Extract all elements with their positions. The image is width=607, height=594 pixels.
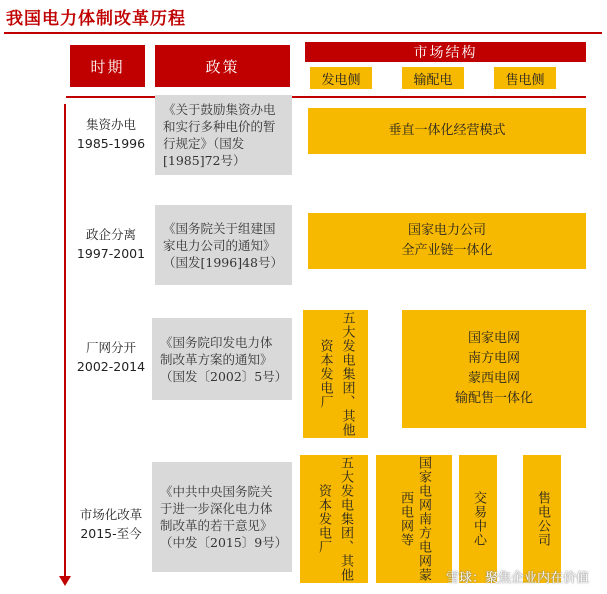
period-1 — [70, 115, 152, 153]
title-divider — [4, 32, 602, 34]
policy-4: 《中共中央国务院关于进一步深化电力体制改革的若干意见》（中发〔2015〕9号） — [152, 462, 292, 572]
grid-companies-box — [402, 310, 586, 428]
grid-text: 蒙西电网 — [467, 371, 520, 386]
period-3 — [70, 338, 152, 376]
period-name: 集资办电 — [85, 117, 136, 132]
timeline-axis — [64, 104, 66, 580]
header-policy: 政策 — [155, 45, 290, 87]
policy-3: 《国务院印发电力体制改革方案的通知》（国发〔2002〕5号） — [152, 318, 292, 400]
trading-center-box — [459, 455, 497, 583]
trading-center-text: 交易中心 — [471, 491, 486, 547]
policy-2: 《国务院关于组建国家电力公司的通知》（国发[1996]48号） — [155, 205, 292, 285]
market-text: 国家电力公司 — [407, 223, 486, 238]
market-text: 全产业链一体化 — [401, 243, 493, 258]
retail-company-box — [523, 455, 561, 583]
period-name: 政企分离 — [85, 227, 136, 242]
page-title: 我国电力体制改革历程 — [6, 9, 186, 29]
period-years: 1997-2001 — [76, 246, 146, 261]
period-name: 厂网分开 — [85, 340, 136, 355]
period-years: 1985-1996 — [76, 136, 146, 151]
watermark: 雪球：聚焦企业内在价值 — [445, 571, 589, 586]
timeline-arrow-icon — [59, 576, 71, 586]
grid-text: 输配售一体化 — [454, 391, 533, 406]
header-period: 时期 — [70, 45, 145, 87]
period-4 — [70, 505, 152, 543]
grid-text: 国家电网 — [467, 331, 520, 346]
generation-text-vertical: 五大发电集团、其他资本发电厂 — [316, 456, 353, 582]
header-divider — [66, 96, 586, 98]
header-market-structure: 市场结构 — [305, 42, 586, 62]
generation-text-vertical: 五大发电集团、其他资本发电厂 — [317, 311, 355, 437]
period-2 — [70, 225, 152, 263]
market-vertical-integration — [308, 108, 586, 154]
retail-company-text: 售电公司 — [535, 491, 550, 547]
header-retail-side: 售电侧 — [494, 67, 556, 89]
period-name: 市场化改革 — [79, 507, 143, 522]
policy-1: 《关于鼓励集资办电和实行多种电价的暂行规定》（国发[1985]72号） — [155, 95, 292, 175]
grid-text-vertical: 国家电网南方电网蒙西电网等 — [398, 456, 431, 582]
period-years: 2002-2014 — [76, 359, 146, 374]
generation-groups-box-2015 — [300, 455, 368, 583]
period-years: 2015-至今 — [80, 526, 142, 541]
header-generation-side: 发电侧 — [310, 67, 372, 89]
generation-groups-box — [303, 310, 368, 438]
market-state-power-company — [308, 213, 586, 269]
market-text: 垂直一体化经营模式 — [388, 123, 506, 138]
grid-text: 南方电网 — [467, 351, 520, 366]
header-transmission-distribution: 输配电 — [402, 67, 464, 89]
grid-companies-box-2015 — [376, 455, 452, 583]
